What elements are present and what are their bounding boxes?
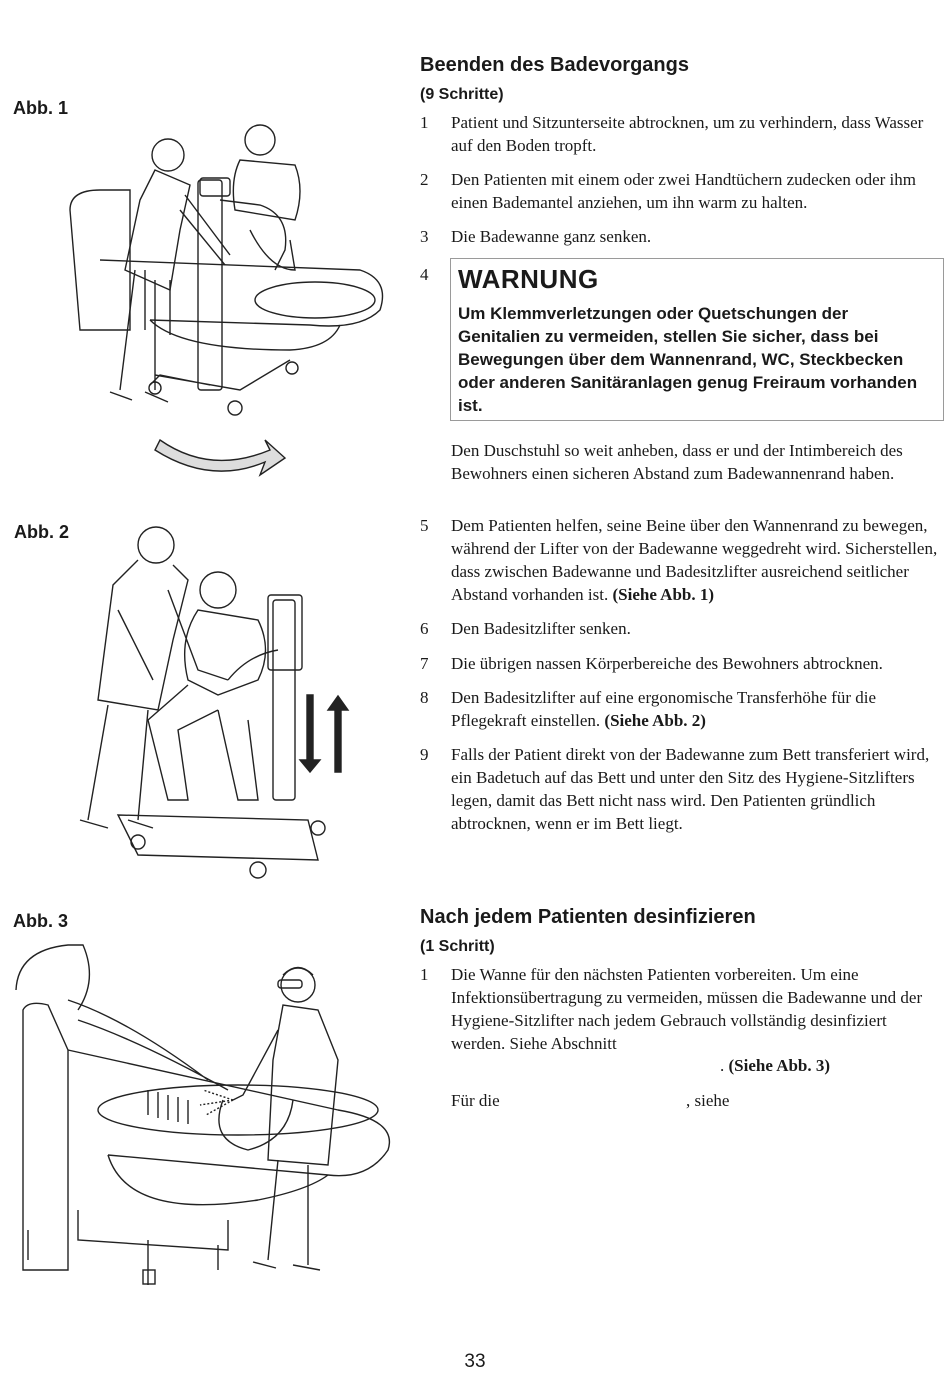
list-item: [420, 652, 945, 675]
ref-prefix: .: [720, 1056, 725, 1075]
list-item: [420, 743, 945, 835]
list-item: [420, 963, 945, 1055]
section-steps-count: (1 Schritt): [420, 938, 495, 955]
list-item-number: 1: [420, 113, 429, 132]
list-item-text: Die übrigen nassen Körperbereiche des Bewohners abtrocknen.: [451, 654, 883, 673]
list-item-text: Patient und Sitzunterseite abtrocknen, um zu verhindern, dass Wasser auf den Boden tropft.: [451, 113, 924, 155]
section-title-desinfizieren: Nach jedem Patienten desinfizieren: [420, 906, 756, 928]
page-number: 33: [464, 1351, 486, 1372]
figure-abb3-illustration: [8, 940, 398, 1290]
warning-title: WARNUNG: [458, 264, 599, 294]
section-title-beenden: Beenden des Badevorgangs: [420, 54, 689, 76]
list-item-number: 1: [420, 965, 429, 984]
followup-text-b: , siehe: [686, 1091, 730, 1110]
list-item-text: Die Wanne für den nächsten Patienten vorbereiten. Um eine Infektionsübertragung zu vermeiden, müssen die Badewanne und der Hygiene-Sitzlifter nach jedem Gebrauch vollständig desinfiziert werden. Siehe Abschnitt: [451, 965, 923, 1053]
list-item-number: 2: [420, 170, 429, 189]
warning-body: Um Klemmverletzungen oder Quetschungen der Genitalien zu vermeiden, stellen Sie sicher, dass bei Bewegungen über dem Wannenrand, WC, Steckbecken oder anderen Sanitäranlagen genug Freiraum vorhanden ist.: [458, 304, 918, 415]
list-item-text: Den Badesitzlifter auf eine ergonomische Transferhöhe für die Pflegekraft einstellen.: [451, 688, 877, 730]
list-item-number: 8: [420, 688, 429, 707]
list-item-text: Den Patienten mit einem oder zwei Handtüchern zudecken oder ihm einen Bademantel anziehen, um ihn warm zu halten.: [451, 170, 916, 212]
figure-reference: (Siehe Abb. 1): [612, 585, 715, 604]
list-item-number: 6: [420, 619, 429, 638]
list-item: [420, 686, 945, 732]
figure-label-abb3: Abb. 3: [13, 911, 69, 931]
figure-reference: (Siehe Abb. 3): [728, 1056, 831, 1075]
list-item: [420, 111, 945, 157]
figure-label-abb2: Abb. 2: [14, 522, 70, 542]
followup-text-a: Für die: [451, 1091, 500, 1110]
list-item-number: 5: [420, 516, 429, 535]
figure-label-abb1: Abb. 1: [13, 98, 69, 118]
figure-reference-line: [720, 1054, 920, 1077]
warning-box: [450, 258, 944, 421]
list-item: [420, 617, 945, 640]
section-steps-count: (9 Schritte): [420, 86, 504, 103]
list-item-number: 7: [420, 654, 429, 673]
figure-abb1-illustration: [60, 120, 400, 490]
list-item-text: Dem Patienten helfen, seine Beine über den Wannenrand zu bewegen, während der Lifter von der Badewanne weggedreht wird. Sicherstellen, dass zwischen Badewanne und Badesitzlifter ausreichend seitlicher Abstand vorhanden ist.: [451, 516, 938, 604]
list-item-text: Den Badesitzlifter senken.: [451, 619, 631, 638]
list-item-text: Falls der Patient direkt von der Badewanne zum Bett transferiert wird, ein Badetuch auf das Bett und unter den Sitz des Hygiene-Sitzlifters legen, damit das Bett nicht nass wird. Den Patienten gründlich abtrocknen, wenn er im Bett liegt.: [451, 745, 930, 833]
step4-followup-text: Den Duschstuhl so weit anheben, dass er und der Intimbereich des Bewohners einen sicheren Abstand zum Badewannenrand haben.: [451, 441, 903, 483]
list-item-number: 4: [420, 265, 429, 284]
figure-reference: (Siehe Abb. 2): [604, 711, 706, 730]
list-item-number: 3: [420, 227, 429, 246]
figure-abb2-illustration: [78, 520, 388, 885]
list-item: [420, 225, 945, 248]
step4-followup: [420, 439, 945, 485]
list-item-number: 9: [420, 745, 429, 764]
list-item: [420, 168, 945, 214]
list-item-text: Die Badewanne ganz senken.: [451, 227, 652, 246]
list-item: [420, 514, 945, 606]
